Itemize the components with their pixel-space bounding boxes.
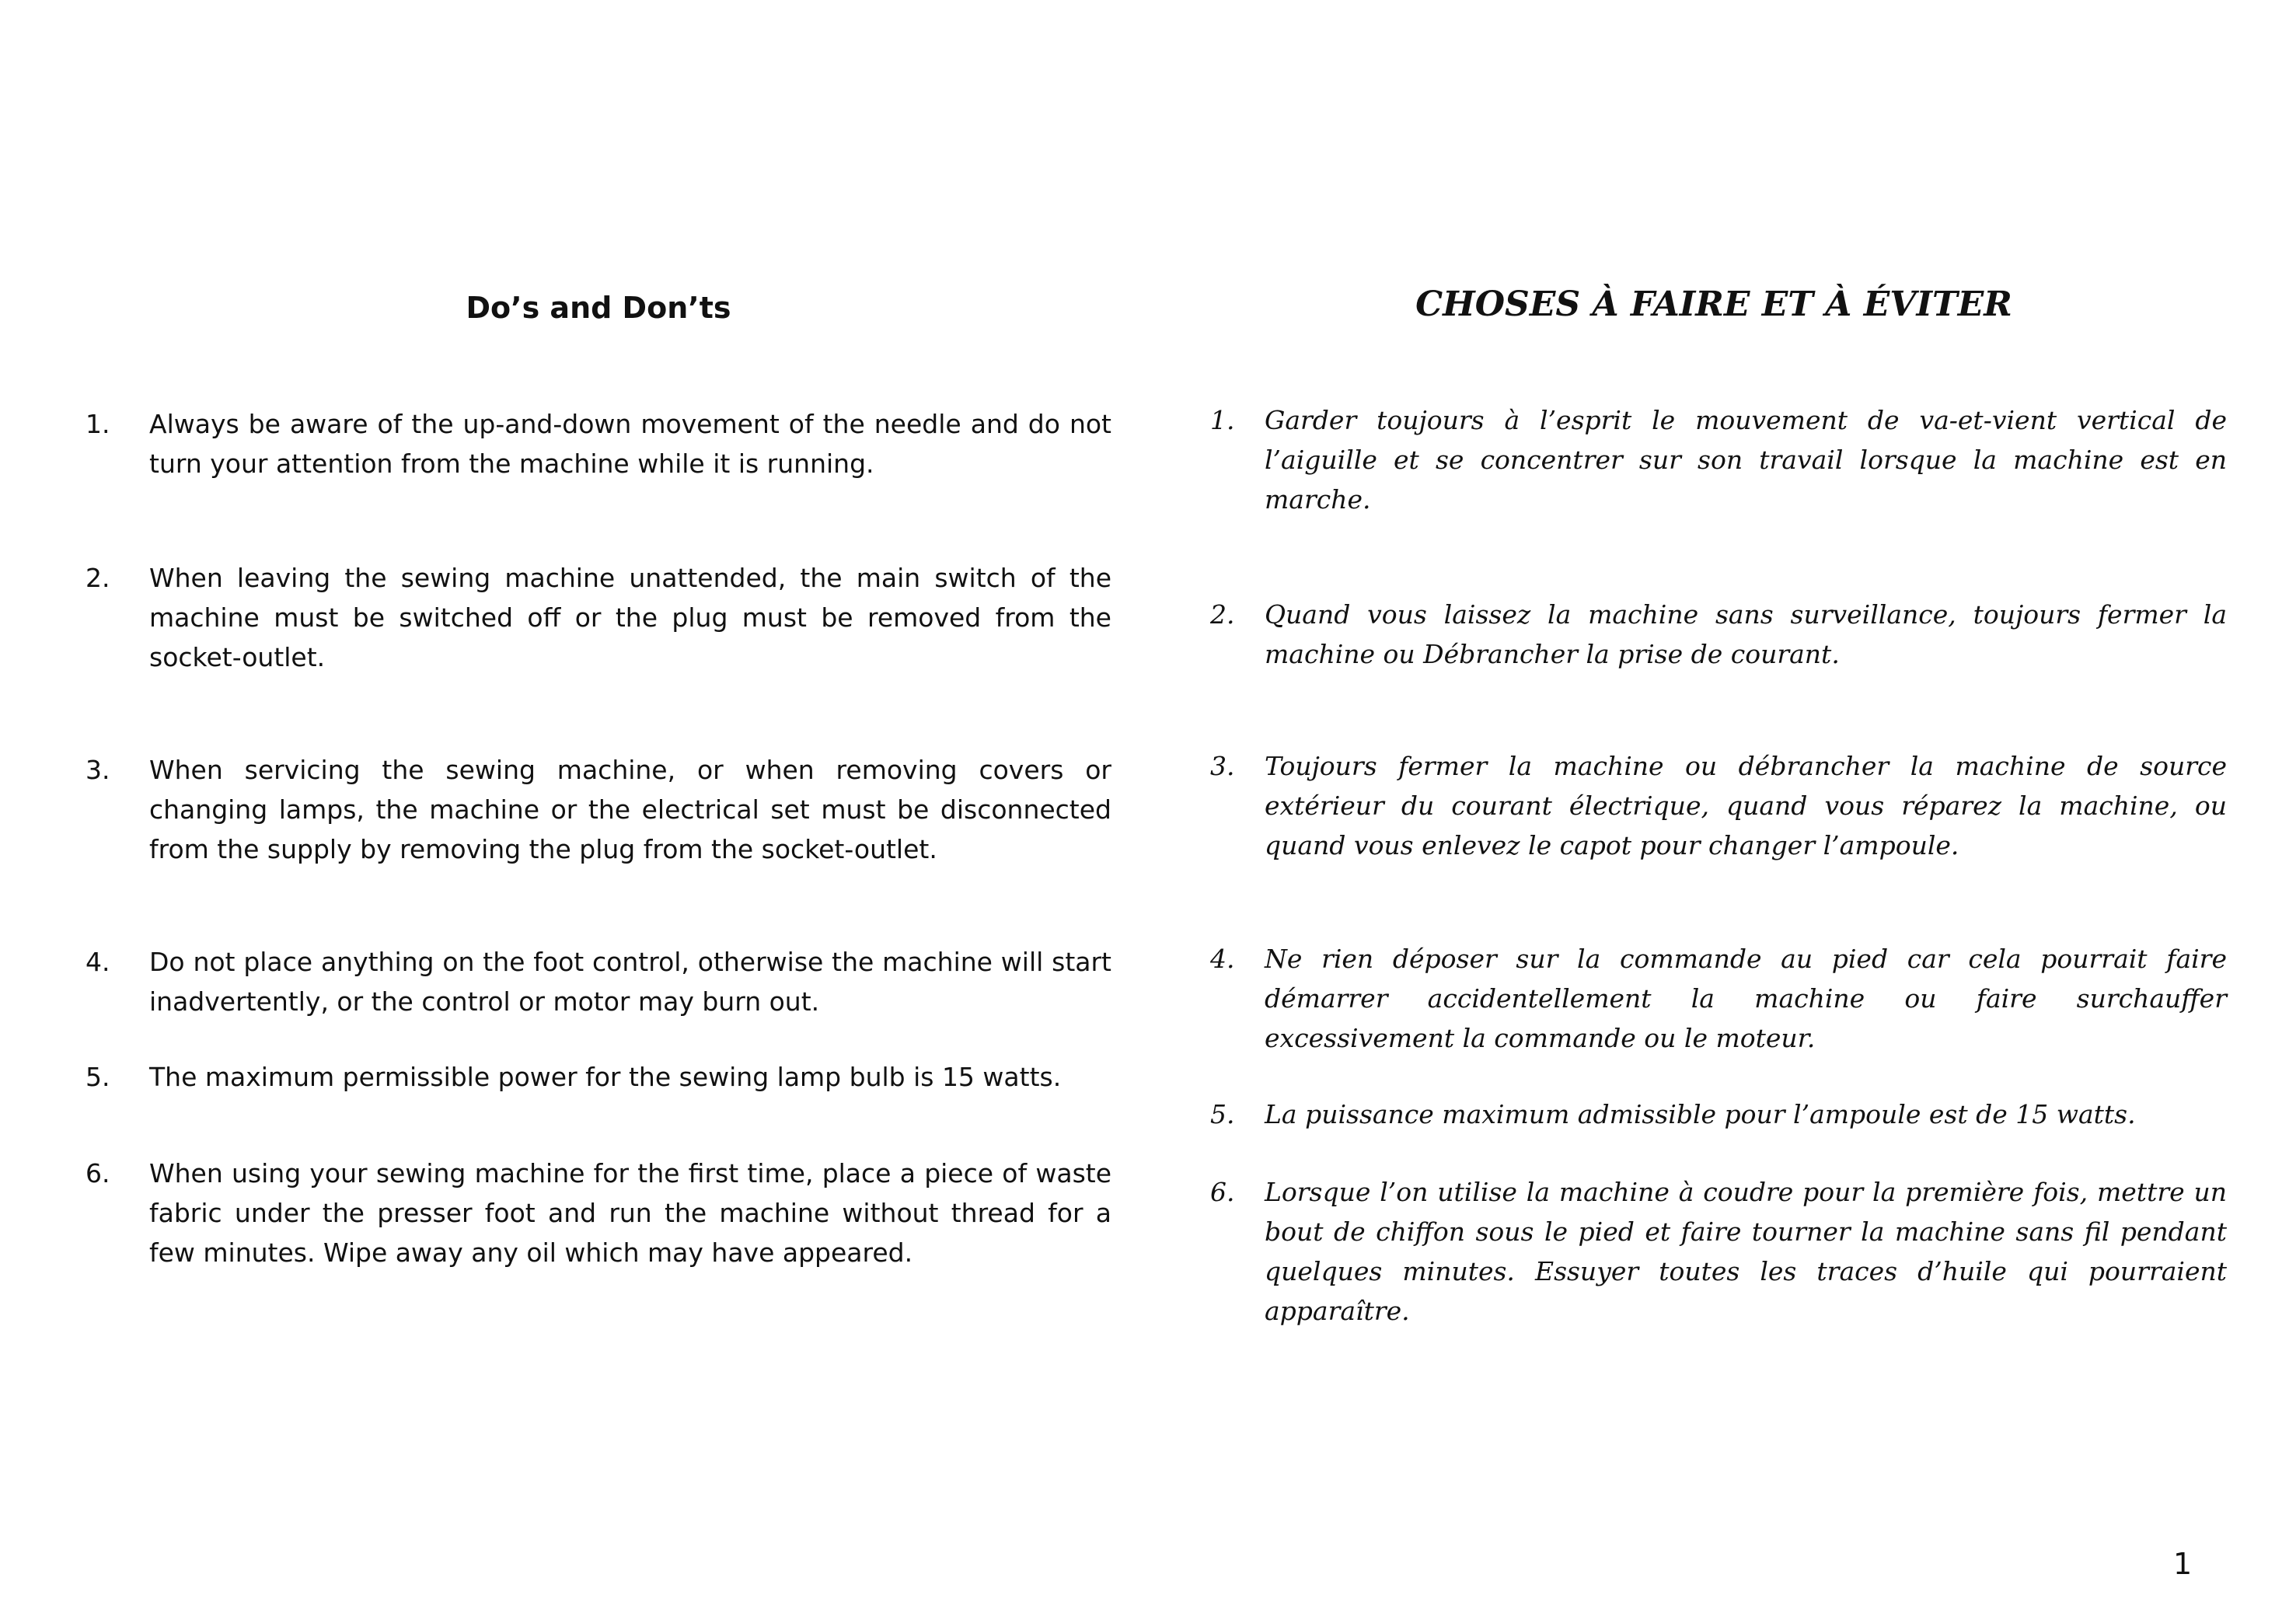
french-item-3 <box>1201 746 2227 865</box>
item-number: 6. <box>1210 1177 1235 1207</box>
english-item-4 <box>85 942 1111 1021</box>
item-text: La puissance maximum admissible pour l’ampoule est de 15 watts. <box>1265 1099 2136 1129</box>
french-title: CHOSES À FAIRE ET À ÉVITER <box>1415 284 2012 324</box>
english-item-6 <box>85 1154 1111 1272</box>
french-item-1 <box>1201 400 2227 519</box>
item-number: 4. <box>1210 944 1235 974</box>
item-text: The maximum permissible power for the sewing lamp bulb is 15 watts. <box>149 1062 1062 1092</box>
item-number: 3. <box>85 755 110 785</box>
item-text: Toujours fermer la machine ou débrancher la machine de source extérieur du courant électrique, quand vous réparez la machine, ou quand vous enlevez le capot pour changer l’ampoule. <box>1265 751 2227 860</box>
item-number: 1. <box>85 409 110 439</box>
item-text: When servicing the sewing machine, or when removing covers or changing lamps, the machine or the electrical set must be disconnected from the supply by removing the plug from the socket-outlet. <box>149 755 1111 864</box>
item-text: Garder toujours à l’esprit le mouvement de va-et-vient vertical de l’aiguille et se concentrer sur son travail lorsque la machine est en marche. <box>1265 405 2227 515</box>
item-number: 1. <box>1210 405 1235 435</box>
item-text: Always be aware of the up-and-down movement of the needle and do not turn your attention from the machine while it is running. <box>149 409 1111 479</box>
item-number: 2. <box>85 563 110 593</box>
english-item-5 <box>85 1057 1111 1097</box>
item-text: When using your sewing machine for the first time, place a piece of waste fabric under the presser foot and run the machine without thread for a few minutes. Wipe away any oil which may have appeared. <box>149 1158 1111 1268</box>
english-item-1 <box>85 404 1111 483</box>
item-number: 5. <box>85 1062 110 1092</box>
french-item-6 <box>1201 1172 2227 1331</box>
english-item-3 <box>85 750 1111 869</box>
english-item-2 <box>85 558 1111 677</box>
item-text: Quand vous laissez la machine sans surveillance, toujours fermer la machine ou Débrancher la prise de courant. <box>1265 599 2227 669</box>
english-section <box>85 280 1111 1268</box>
french-item-2 <box>1201 595 2227 674</box>
english-title: Do’s and Don’ts <box>466 291 731 325</box>
item-text: Lorsque l’on utilise la machine à coudre pour la première fois, mettre un bout de chiffon sous le pied et faire tourner la machine sans fil pendant quelques minutes. Essuyer toutes les traces d’huile qui pourraient apparaître. <box>1265 1177 2227 1326</box>
french-item-5 <box>1201 1094 2227 1134</box>
item-number: 2. <box>1210 599 1235 630</box>
item-number: 3. <box>1210 751 1235 781</box>
item-text: Ne rien déposer sur la commande au pied car cela pourrait faire démarrer accidentellement la machine ou faire surchauffer excessivement la commande ou le moteur. <box>1265 944 2227 1053</box>
item-text: Do not place anything on the foot control, otherwise the machine will start inadvertently, or the control or motor may burn out. <box>149 947 1111 1017</box>
item-number: 4. <box>85 947 110 977</box>
item-text: When leaving the sewing machine unattended, the main switch of the machine must be switched off or the plug must be removed from the socket-outlet. <box>149 563 1111 672</box>
french-section <box>1201 280 2227 1326</box>
item-number: 6. <box>85 1158 110 1188</box>
page-number: 1 <box>2173 1547 2193 1581</box>
item-number: 5. <box>1210 1099 1235 1129</box>
french-item-4 <box>1201 939 2227 1058</box>
